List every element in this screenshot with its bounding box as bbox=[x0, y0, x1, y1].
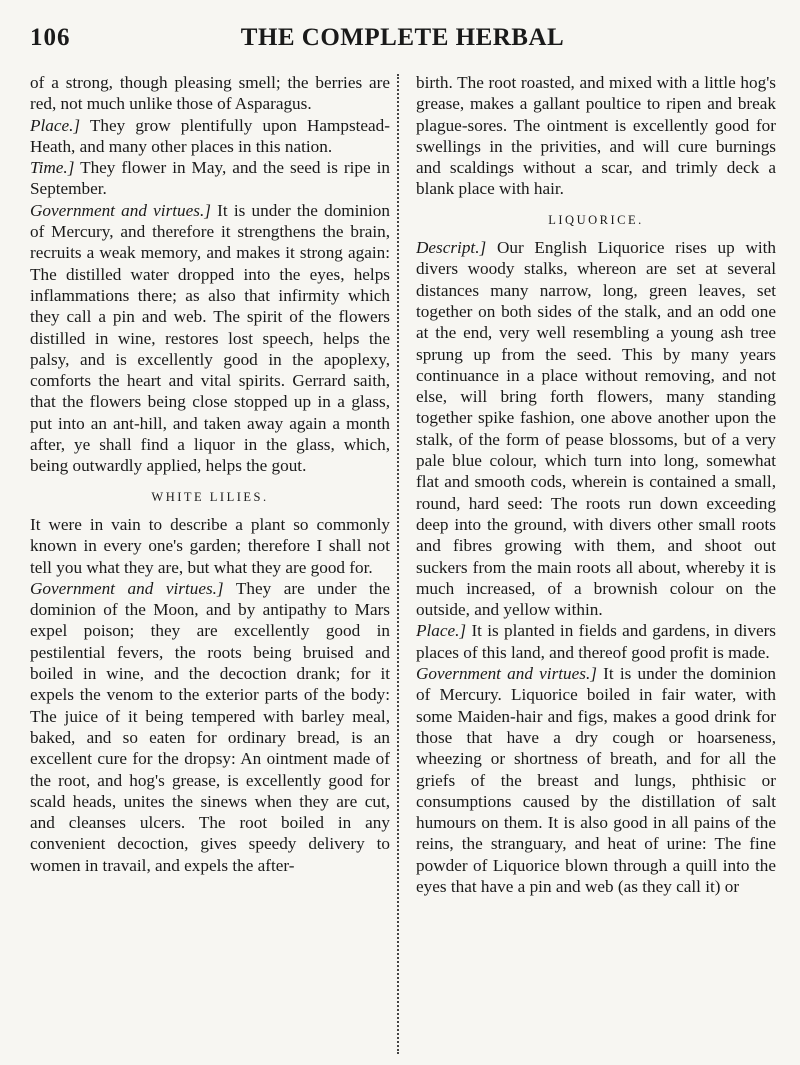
time-text: They flower in May, and the seed is ripe in September. bbox=[30, 158, 390, 199]
liquorice-place-text: It is planted in fields and gardens, in divers places of this land, and thereof good profit is made. bbox=[416, 621, 776, 662]
liquorice-place-key: Place.] bbox=[416, 621, 467, 641]
page-number: 106 bbox=[30, 24, 71, 51]
heading-liquorice: LIQUORICE. bbox=[548, 212, 644, 227]
paragraph-asparagus-cont: of a strong, though pleasing smell; the berries are red, not much unlike those of Asparagus. bbox=[30, 73, 390, 114]
left-column bbox=[30, 72, 390, 1057]
government-key: Government and virtues.] bbox=[30, 200, 211, 220]
descript-key: Descript.] bbox=[416, 238, 487, 258]
paragraph-liquorice-government bbox=[416, 663, 776, 897]
paragraph-place bbox=[30, 115, 390, 158]
place-key: Place.] bbox=[30, 115, 81, 135]
time-key: Time.] bbox=[30, 158, 75, 178]
column-divider bbox=[397, 74, 399, 1054]
descript-text: Our English Liquorice rises up with divers woody stalks, whereon are set at several distances many narrow, long, green leaves, set together on both sides of the stalk, and an odd one at the end, very well resembling a young ash tree sprung up from the seed. This by many years continuance in a place without removing, and not else, will bring forth flowers, many standing together spike fashion, one above another upon the stalk, of the form of pease blossoms, but of a very pale blue colour, which turn into long, somewhat flat and smooth cods, wherein is contained a small, round, hard seed: The roots run down exceeding deep into the ground, with divers other small roots and fibres growing with them, and shoot out suckers from the main roots all about, whereby it is much increased, of a brownish colour on the outside, and yellow within. bbox=[416, 238, 776, 620]
paragraph-time bbox=[30, 157, 390, 200]
right-column bbox=[416, 72, 776, 1057]
paragraph-liquorice-place bbox=[416, 620, 776, 663]
government-text: It is under the dominion of Mercury, and therefore it strengthens the brain, recruits a weak memory, and makes it strong again: The distilled water dropped into the eyes, helps inflammations there; as also that infirmity which they call a pin and web. The spirit of the flowers distilled in wine, restores lost speech, helps the palsy, and is excellently good in the apoplexy, comforts the heart and vital spirits. Gerrard saith, that the flowers being close stopped up in a glass, put into an ant-hill, and taken away again a month after, ye shall find a liquor in the glass, which, being outwardly applied, helps the gout. bbox=[30, 200, 390, 476]
lilies-government-text: They are under the dominion of the Moon, and by antipathy to Mars expel poison; they are excellently good in pestilential fevers, the roots being bruised and boiled in wine, and the decoction drank; for it expels the venom to the exterior parts of the body: The juice of it being tempered with barley meal, baked, and so eaten for ordinary bread, is an excellent cure for the dropsy: An ointment made of the root, and hog's grease, is excellently good for scald heads, unites the sinews when they are cut, and cleanses ulcers. The root boiled in any convenient decoction, gives speedy delivery to women in travail, and expels the after- bbox=[30, 578, 390, 875]
paragraph-descript bbox=[416, 237, 776, 620]
paragraph-lilies-intro: It were in vain to describe a plant so commonly known in every one's garden; therefore I shall not tell you what they are, but what they are good for. bbox=[30, 514, 390, 577]
heading-white-lilies: WHITE LILIES. bbox=[151, 489, 269, 504]
paragraph-lilies-government bbox=[30, 578, 390, 876]
place-text: They grow plentifully upon Hampstead-Heath, and many other places in this nation. bbox=[30, 115, 390, 156]
page-header bbox=[30, 22, 775, 62]
running-title: THE COMPLETE HERBAL bbox=[240, 24, 565, 51]
lilies-government-key: Government and virtues.] bbox=[30, 578, 224, 598]
paragraph-lilies-cont: birth. The root roasted, and mixed with a little hog's grease, makes a gallant poultice to ripen and break plague-sores. The ointment is excellently good for swellings in the privities, and will cure burnings and scaldings without a scar, and trimly deck a blank place with hair. bbox=[416, 73, 776, 199]
paragraph-government bbox=[30, 200, 390, 477]
liquorice-government-key: Government and virtues.] bbox=[416, 664, 597, 684]
liquorice-government-text: It is under the dominion of Mercury. Liquorice boiled in fair water, with some Maiden-hair and figs, makes a good drink for those that have a dry cough or hoarseness, wheezing or shortness of breath, and for all the griefs of the breast and lungs, phthisic or consumptions caused by the distillation of salt humours on them. It is also good in all pains of the reins, the stranguary, and heat of urine: The fine powder of Liquorice blown through a quill into the eyes that have a pin and web (as they call it) or bbox=[416, 664, 776, 896]
